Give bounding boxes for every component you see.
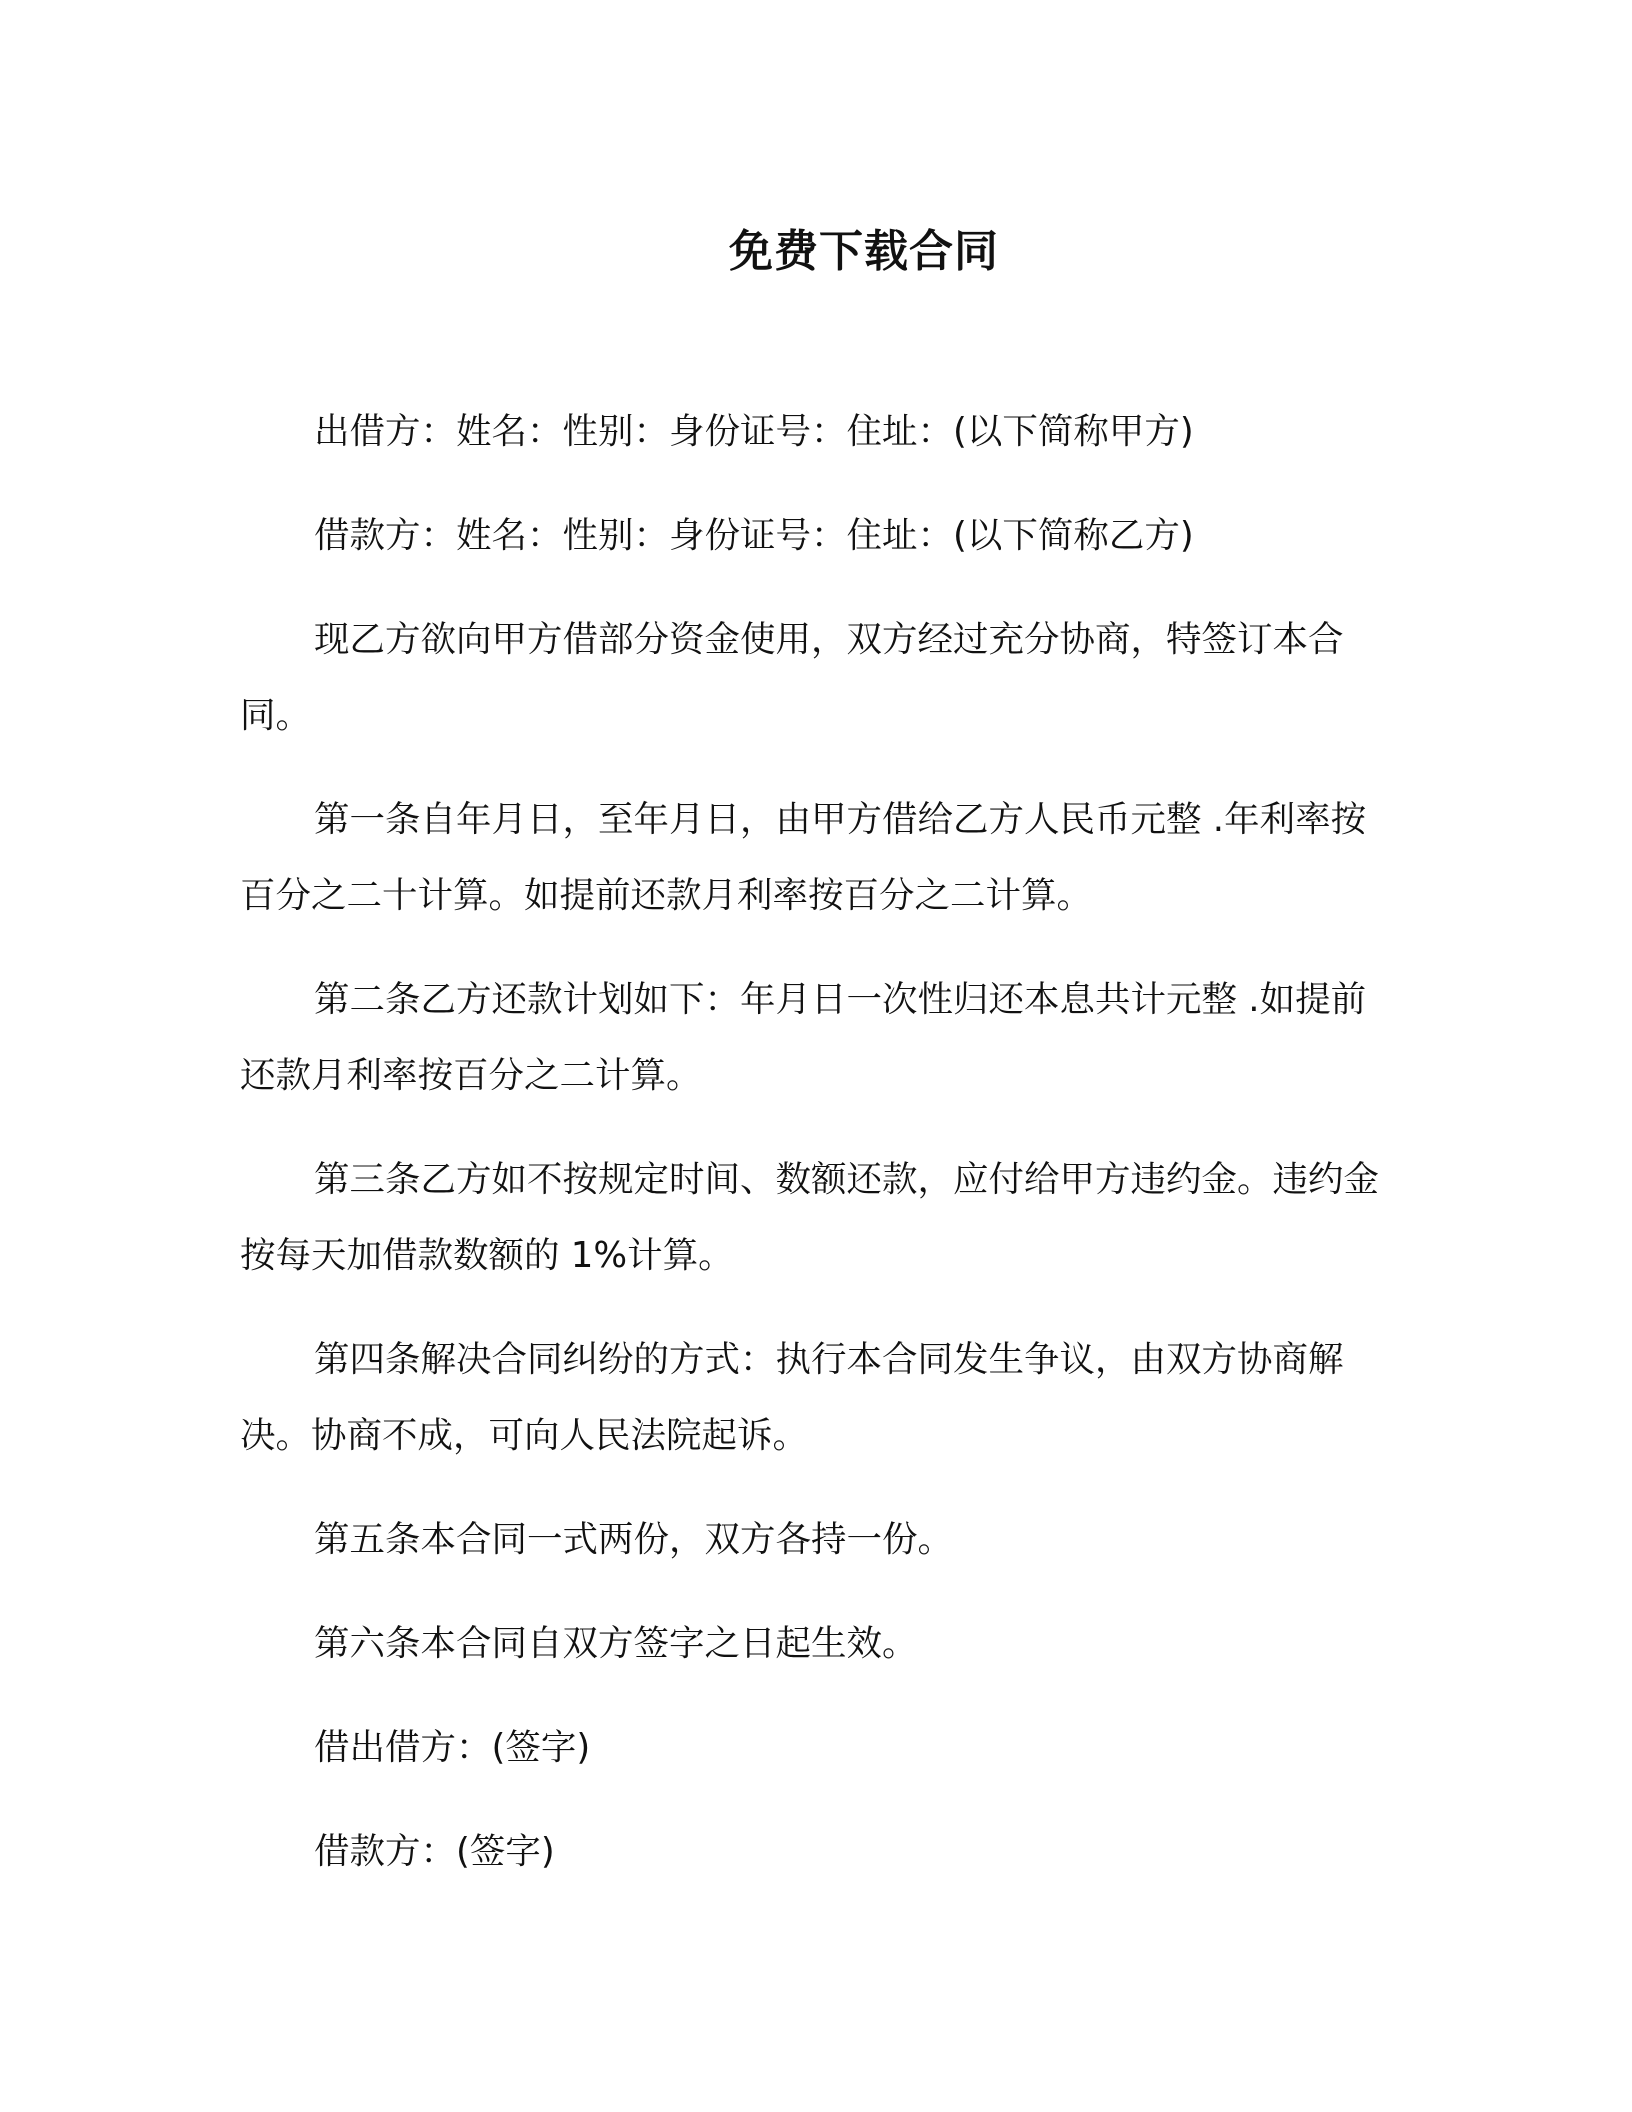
- borrower-signature-line: 借款方：(签字): [314, 1831, 555, 1872]
- article-2-paragraph: 第二条乙方还款计划如下：年月日一次性归还本息共计元整 .如提前还款月利率按百分之二计算。: [240, 979, 1367, 1096]
- article-1-paragraph: 第一条自年月日，至年月日，由甲方借给乙方人民币元整 .年利率按百分之二十计算。如提前还款月利率按百分之二计算。: [240, 799, 1367, 916]
- article-6-paragraph: 第六条本合同自双方签字之日起生效。: [314, 1623, 918, 1664]
- document-body: [240, 394, 1380, 1918]
- preamble-paragraph: 现乙方欲向甲方借部分资金使用，双方经过充分协商，特签订本合同。: [240, 619, 1344, 736]
- lender-signature-line: 借出借方：(签字): [314, 1727, 591, 1768]
- article-4-paragraph: 第四条解决合同纠纷的方式：执行本合同发生争议，由双方协商解决。协商不成，可向人民法院起诉。: [240, 1339, 1344, 1456]
- article-5-paragraph: 第五条本合同一式两份，双方各持一份。: [314, 1519, 954, 1560]
- document-title: 免费下载合同: [729, 226, 999, 277]
- borrower-info-paragraph: 借款方：姓名：性别：身份证号：住址：(以下简称乙方): [314, 515, 1194, 556]
- article-3-paragraph: 第三条乙方如不按规定时间、数额还款，应付给甲方违约金。违约金按每天加借款数额的 1%计算。: [240, 1159, 1380, 1276]
- lender-info-paragraph: 出借方：姓名：性别：身份证号：住址：(以下简称甲方): [314, 411, 1194, 452]
